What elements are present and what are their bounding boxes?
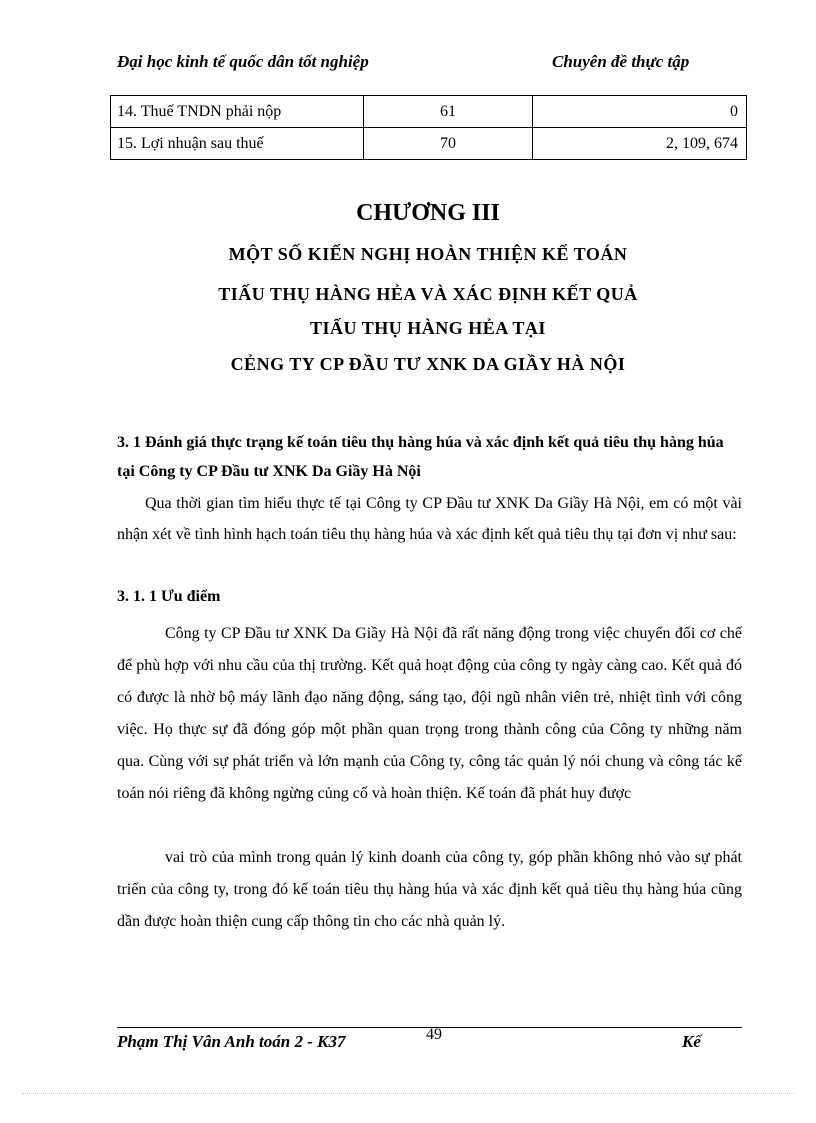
section-3-1-1-paragraph-1: Công ty CP Đầu tư XNK Da Giầy Hà Nội đã rất năng động trong việc chuyển đổi cơ chế để phù hợp với nhu cầu của thị trường. Kết quả hoạt động của công ty ngày càng cao. Kết quả đó có được là nhờ bộ máy lãnh đạo năng động, sáng tạo, đội ngũ nhân viên trẻ, nhiệt tình với công việc. Họ thực sự đã đóng góp một phần quan trọng trong thành công của Công ty những năm qua. Cùng với sự phát triển và lớn mạnh của Công ty, công tác quản lý nói chung và công tác kế toán nói riêng đã không ngừng củng cố và hoàn thiện. Kế toán đã phát huy được (117, 625, 742, 802)
table-cell-item: 15. Lợi nhuận sau thuế (111, 128, 364, 160)
section-3-1-1-paragraph-2: vai trò của mình trong quản lý kinh doanh của công ty, góp phần không nhỏ vào sự phát triển của công ty, trong đó kế toán tiêu thụ hàng húa và xác định kết quả tiêu thụ hàng húa cũng dần được hoàn thiện cung cấp thông tin cho các nhà quản lý. (117, 849, 742, 930)
table-cell-amount: 2, 109, 674 (533, 128, 747, 160)
page-bottom-divider (22, 1093, 794, 1094)
chapter-subtitle-line-2: TIẤU THỤ HÀNG HẺA VÀ XÁC ĐỊNH KẾT QUẢ (218, 284, 638, 304)
footer-right-text: Kế (682, 1032, 701, 1051)
chapter-subtitle-line-3: TIẤU THỤ HÀNG HẺA TẠI (310, 318, 546, 338)
income-table (110, 95, 747, 160)
section-3-1-intro: Qua thời gian tìm hiểu thực tế tại Công ty CP Đầu tư XNK Da Giầy Hà Nội, em có một vài nhận xét về tình hình hạch toán tiêu thụ hàng húa và xác định kết quả tiêu thụ tại đơn vị như sau: (117, 495, 742, 543)
table-row (111, 128, 747, 160)
table-cell-code: 61 (364, 96, 533, 128)
page-number: 49 (426, 1026, 442, 1043)
header-university: Đại học kinh tế quốc dân tốt nghiệp (117, 52, 369, 71)
table-cell-item: 14. Thuế TNDN phải nộp (111, 96, 364, 128)
footer-author: Phạm Thị Vân Anh toán 2 - K37 (117, 1032, 346, 1051)
chapter-title: CHƯƠNG III (356, 200, 500, 226)
chapter-subtitle-line-1: MỘT SỐ KIẾN NGHỊ HOÀN THIỆN KẾ TOÁN (228, 244, 628, 264)
table-cell-amount: 0 (533, 96, 747, 128)
table-cell-code: 70 (364, 128, 533, 160)
chapter-subtitle-line-4: CẺNG TY CP ĐẦU TƯ XNK DA GIẦY HÀ NỘI (230, 354, 626, 374)
header-report-type: Chuyên đề thực tập (552, 52, 690, 71)
table-row (111, 96, 747, 128)
section-3-1-heading: 3. 1 Đánh giá thực trạng kế toán tiêu thụ hàng húa và xác định kết quả tiêu thụ hàng húa tại Công ty CP Đầu tư XNK Da Giầy Hà Nội (117, 434, 724, 480)
section-3-1-1-heading: 3. 1. 1 Ưu điểm (117, 588, 221, 605)
